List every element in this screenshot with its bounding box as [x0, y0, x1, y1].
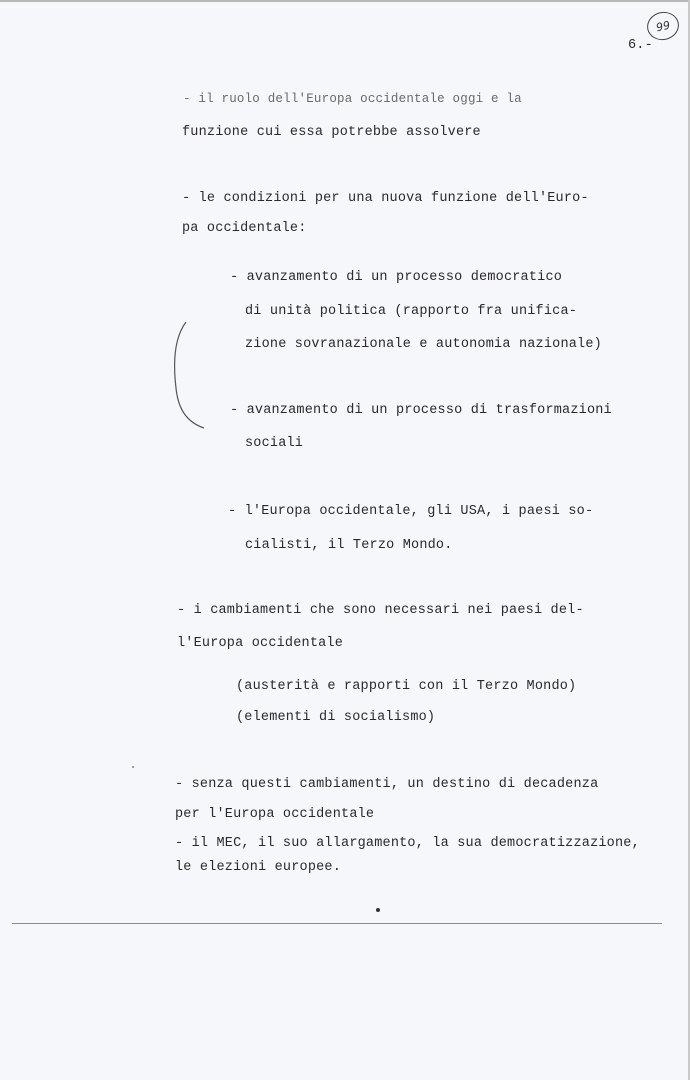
ink-speck: [132, 766, 134, 768]
text-line-5: - avanzamento di un processo democratico: [230, 270, 563, 285]
text-line-13: l'Europa occidentale: [177, 636, 344, 651]
bottom-edge-line: [12, 923, 662, 924]
ink-dot: [376, 908, 380, 912]
text-line-12: - i cambiamenti che sono necessari nei paesi del-: [177, 603, 584, 618]
text-line-11: cialisti, il Terzo Mondo.: [245, 538, 453, 553]
text-line-17: per l'Europa occidentale: [175, 807, 375, 822]
top-edge-line: [0, 0, 690, 2]
text-line-6: di unità politica (rapporto fra unifica-: [245, 304, 578, 319]
text-line-16: - senza questi cambiamenti, un destino di decadenza: [175, 777, 599, 792]
text-line-18: - il MEC, il suo allargamento, la sua democratizzazione,: [175, 836, 640, 851]
text-line-4: pa occidentale:: [182, 221, 307, 236]
handwritten-bracket: [168, 318, 208, 433]
text-line-7: zione sovranazionale e autonomia nazionale): [245, 337, 602, 352]
text-line-2: funzione cui essa potrebbe assolvere: [182, 125, 481, 140]
text-line-9: sociali: [245, 436, 304, 451]
text-line-1: - il ruolo dell'Europa occidentale oggi e la: [183, 92, 522, 106]
text-line-10: - l'Europa occidentale, gli USA, i paesi so-: [228, 504, 594, 519]
text-line-19: le elezioni europee.: [175, 860, 342, 875]
text-line-8: - avanzamento di un processo di trasformazioni: [230, 403, 612, 418]
page-number: 6.-: [628, 38, 653, 53]
text-line-14: (austerità e rapporti con il Terzo Mondo): [236, 679, 577, 694]
stamp-number: 99: [654, 18, 672, 34]
text-line-3: - le condizioni per una nuova funzione dell'Euro-: [182, 191, 589, 206]
text-line-15: (elementi di socialismo): [236, 710, 436, 725]
